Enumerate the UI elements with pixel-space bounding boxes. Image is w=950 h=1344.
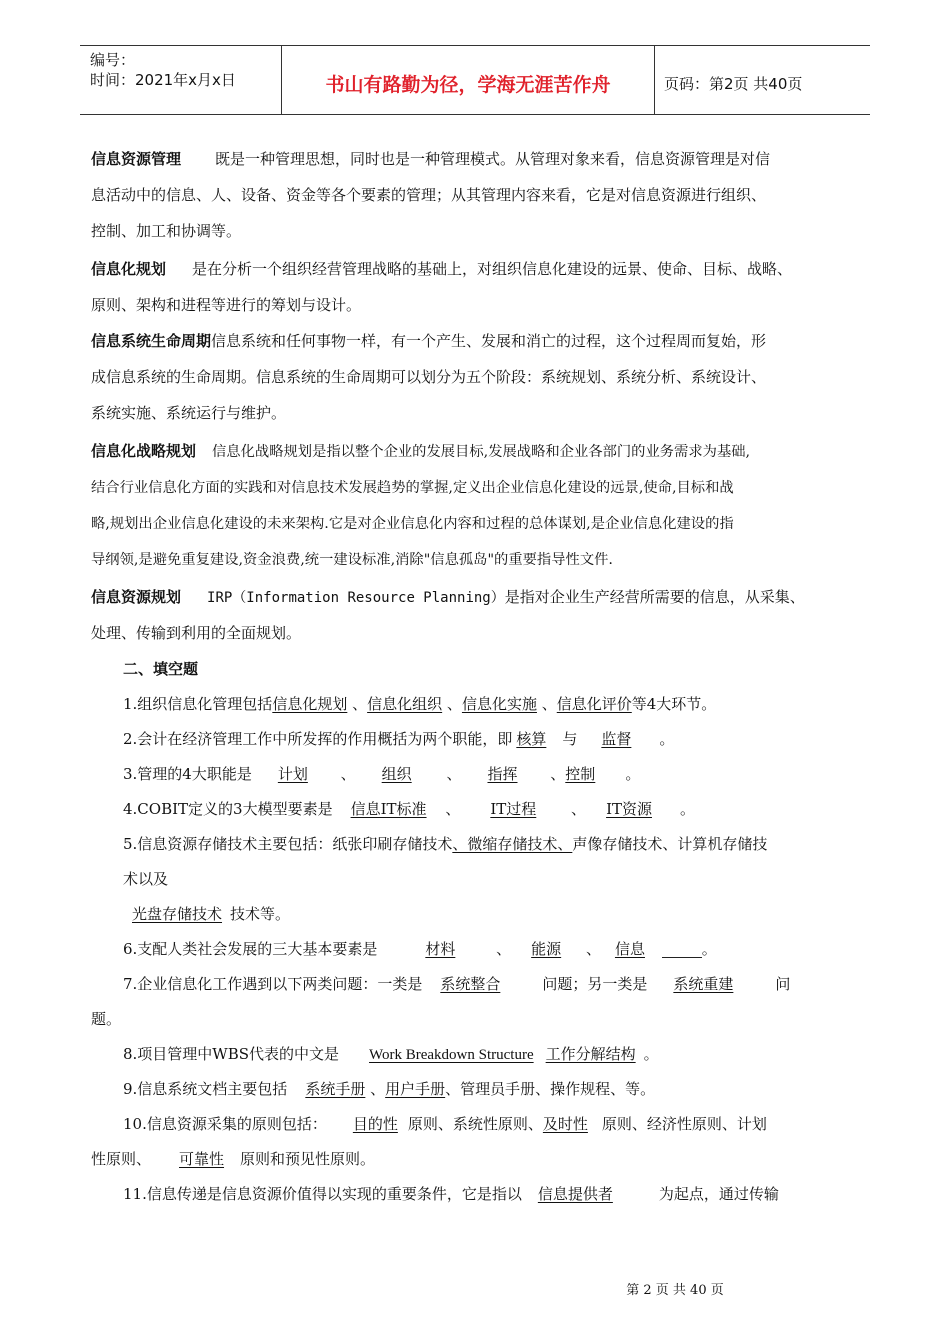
question-1: 1.组织信息化管理包括信息化规划 、信息化组织 、信息化实施 、信息化评价等4大环节。: [123, 695, 717, 713]
answer-4a: 信息IT标准: [350, 800, 427, 818]
question-text: 、管理员手册、操作规程、等。: [445, 1080, 656, 1098]
definition-line: [91, 618, 301, 648]
question-10: [123, 1109, 767, 1139]
question-4: 4.COBIT定义的3大模型要素是 信息IT标准 、 IT过程 、 IT资源 。: [123, 800, 696, 818]
definition-text: 原则、架构和进程等进行的筹划与设计。: [91, 296, 362, 314]
question-text: 为起点，通过传输: [658, 1185, 779, 1203]
question-10-line2: [91, 1144, 375, 1174]
answer-4b: IT过程: [490, 800, 537, 818]
question-text: 与: [562, 730, 578, 748]
answer-3a: 计划: [277, 765, 308, 783]
question-text: 6.支配人类社会发展的三大基本要素是: [123, 940, 378, 958]
answer-9a: 系统手册: [305, 1080, 366, 1098]
question-text: 7.企业信息化工作遇到以下两类问题：一类是: [123, 975, 423, 993]
header-meta: [80, 46, 282, 114]
question-text: 11.信息传递是信息资源价值得以实现的重要条件，它是指以: [123, 1185, 522, 1203]
doc-number-label: 编号：: [90, 51, 136, 69]
question-text: 1.组织信息化管理包括: [123, 695, 273, 713]
page-header: [80, 45, 870, 115]
definition-text: 是指对企业生产经营所需要的信息，从采集、: [504, 588, 805, 606]
answer-1d: 信息化评价: [556, 695, 632, 713]
term-title: 信息系统生命周期: [91, 332, 212, 350]
question-8: [123, 1039, 659, 1069]
question-text: 原则、经济性原则、计划: [601, 1115, 767, 1133]
question-11: [123, 1179, 779, 1209]
definition-line: [91, 472, 734, 502]
question-5-line2: [123, 864, 168, 894]
answer-5a: 、微缩存储技术、: [452, 835, 573, 853]
question-3: 3.管理的4大职能是 计划 、 组织 、 指挥 、控制 。: [123, 765, 641, 783]
answer-1b: 信息化组织: [367, 695, 443, 713]
answer-8a: Work Breakdown Structure: [369, 1047, 534, 1063]
question-text: 10.信息资源采集的原则包括：: [123, 1115, 327, 1133]
definition-line: [91, 180, 766, 210]
doc-time-label: 时间：2021年x月x日: [90, 71, 236, 89]
question-text: 3.管理的4大职能是: [123, 765, 252, 783]
question-text: 性原则、: [91, 1150, 152, 1168]
definition-line: [91, 326, 766, 356]
question-text: 问: [775, 975, 791, 993]
answer-9b: 用户手册: [385, 1080, 446, 1098]
answer-7b: 系统重建: [673, 975, 734, 993]
question-text: 。: [701, 940, 717, 958]
question-text: 原则和预见性原则。: [240, 1150, 376, 1168]
section-title: 二、填空题: [123, 660, 199, 678]
header-page-label: 页码：第2页 共40页: [664, 74, 803, 93]
term-title: 信息资源管理: [91, 150, 182, 168]
answer-3d: 控制: [565, 765, 596, 783]
question-text: 声像存储技术、计算机存储技: [572, 835, 768, 853]
question-text: 。: [643, 1045, 659, 1063]
answer-1c: 信息化实施: [461, 695, 537, 713]
term-title: 信息资源规划: [91, 588, 182, 606]
question-text: 。: [625, 765, 641, 783]
definition-text: 信息化战略规划是指以整个企业的发展目标,发展战略和企业各部门的业务需求为基础,: [212, 444, 751, 460]
answer-6b: 能源: [531, 940, 562, 958]
definition-text: 系统实施、系统运行与维护。: [91, 404, 287, 422]
definition-line: [91, 544, 613, 574]
definition-text: 导纲领,是避免重复建设,资金浪费,统一建设标准,消除"信息孤岛"的重要指导性文件.: [91, 552, 613, 568]
question-text: 。: [659, 730, 675, 748]
question-text: 4.COBIT定义的3大模型要素是: [123, 800, 333, 818]
definition-text: 息活动中的信息、人、设备、资金等各个要素的管理；从其管理内容来看，它是对信息资源进行组织、: [91, 186, 767, 204]
question-text: 5.信息资源存储技术主要包括：纸张印刷存储技术: [123, 835, 453, 853]
definition-line: [91, 582, 805, 612]
answer-6a: 材料: [425, 940, 456, 958]
definition-line: [91, 436, 750, 466]
answer-blank: [662, 956, 702, 958]
question-6: 6.支配人类社会发展的三大基本要素是 材料 、 能源 、 信息 。: [123, 940, 717, 958]
question-text: 等4大环节。: [631, 695, 717, 713]
answer-10a: 目的性: [352, 1115, 398, 1133]
definition-text: 成信息系统的生命周期。信息系统的生命周期可以划分为五个阶段：系统规划、系统分析、系统设计、: [91, 368, 767, 386]
answer-11a: 信息提供者: [537, 1185, 613, 1203]
irp-english-name: IRP（Information Resource Planning）: [207, 590, 505, 606]
page-footer: 第 2 页 共 40 页: [626, 1283, 724, 1298]
question-text: 术以及: [123, 870, 169, 888]
term-title: 信息化规划: [91, 260, 167, 278]
answer-10b: 及时性: [542, 1115, 588, 1133]
answer-2a: 核算: [516, 730, 547, 748]
definition-text: 是在分析一个组织经营管理战略的基础上，对组织信息化建设的远景、使命、目标、战略、: [192, 260, 793, 278]
definition-text: 信息系统和任何事物一样，有一个产生、发展和消亡的过程，这个过程周而复始，形: [211, 332, 767, 350]
question-text: 技术等。: [230, 905, 291, 923]
definition-line: [91, 508, 734, 538]
definition-text: 既是一种管理思想，同时也是一种管理模式。从管理对象来看，信息资源管理是对信: [215, 150, 771, 168]
question-2: [123, 724, 674, 754]
question-text: 。: [680, 800, 696, 818]
answer-3c: 指挥: [487, 765, 518, 783]
term-title: 信息化战略规划: [91, 442, 197, 460]
definition-line: [91, 254, 792, 284]
answer-1a: 信息化规划: [272, 695, 348, 713]
definition-line: [91, 216, 241, 246]
answer-8b: 工作分解结构: [545, 1045, 636, 1063]
question-text: 8.项目管理中WBS代表的中文是: [123, 1045, 340, 1063]
question-7-line2: [91, 1004, 121, 1034]
question-7: [123, 969, 790, 999]
definition-text: 处理、传输到利用的全面规划。: [91, 624, 302, 642]
question-text: 原则、系统性原则、: [407, 1115, 543, 1133]
answer-10c: 可靠性: [179, 1150, 225, 1168]
definition-line: [91, 398, 286, 428]
definition-line: [91, 290, 361, 320]
answer-2b: 监督: [601, 730, 632, 748]
header-motto: 书山有路勤为径，学海无涯苦作舟: [282, 46, 655, 114]
question-text: 题。: [91, 1010, 122, 1028]
question-5-line3: [132, 899, 290, 929]
definition-text: 结合行业信息化方面的实践和对信息技术发展趋势的掌握,定义出企业信息化建设的远景,使命,目标和战: [91, 480, 734, 496]
question-text: 2.会计在经济管理工作中所发挥的作用概括为两个职能，即: [123, 730, 513, 748]
answer-3b: 组织: [381, 765, 412, 783]
definition-text: 略,规划出企业信息化建设的未来架构.它是对企业信息化内容和过程的总体谋划,是企业信息化建设的指: [91, 516, 734, 532]
answer-6c: 信息: [614, 940, 645, 958]
definition-text: 控制、加工和协调等。: [91, 222, 242, 240]
question-text: 问题；另一类是: [542, 975, 648, 993]
answer-4c: IT资源: [606, 800, 652, 818]
definition-line: [91, 362, 766, 392]
answer-7a: 系统整合: [440, 975, 501, 993]
question-5: [123, 829, 767, 859]
question-9: 9.信息系统文档主要包括 系统手册 、用户手册、管理员手册、操作规程、等。: [123, 1080, 656, 1098]
definition-line: [91, 144, 770, 174]
question-text: 9.信息系统文档主要包括: [123, 1080, 288, 1098]
answer-5b: 光盘存储技术: [132, 905, 223, 923]
